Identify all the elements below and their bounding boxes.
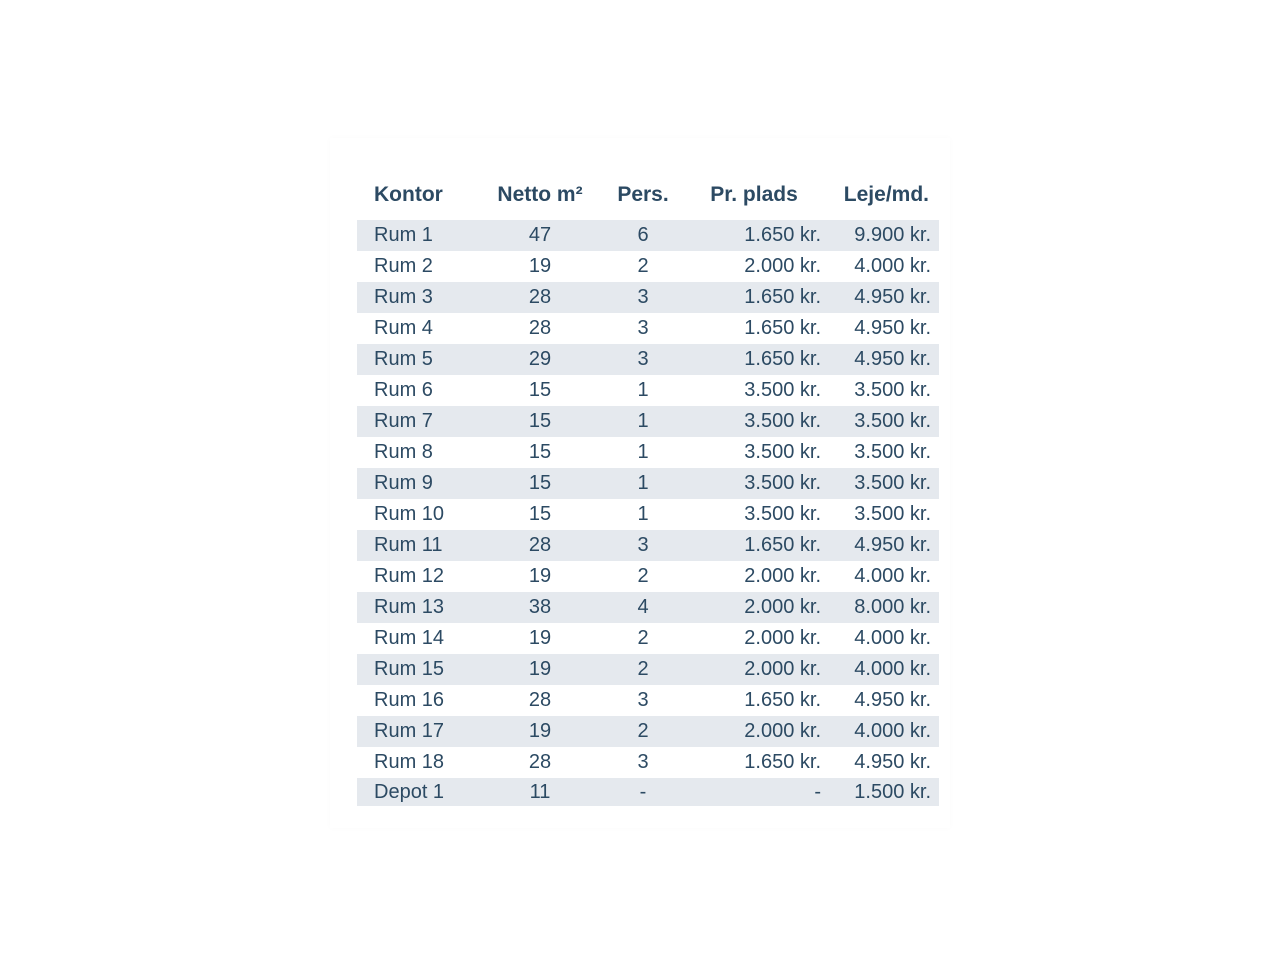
cell-netto-m2: 15 xyxy=(528,379,552,401)
cell-pers: 3 xyxy=(637,751,649,773)
cell-pers: 2 xyxy=(637,565,649,587)
table-row xyxy=(357,468,939,499)
cell-leje-md: 1.500 kr. xyxy=(827,778,939,806)
cell-netto-m2: 11 xyxy=(475,778,605,806)
table-row xyxy=(357,344,939,375)
cell-pr-plads: 2.000 kr. xyxy=(744,627,821,649)
cell-kontor: Rum 14 xyxy=(374,627,445,649)
cell-pr-plads: 1.650 kr. xyxy=(681,530,827,561)
cell-leje-md: 4.000 kr. xyxy=(827,654,939,685)
cell-pr-plads: 1.650 kr. xyxy=(744,751,821,773)
cell-pers: 3 xyxy=(637,689,649,711)
cell-netto-m2: 19 xyxy=(528,627,552,649)
cell-pr-plads: 3.500 kr. xyxy=(744,503,821,525)
cell-leje-md: 9.900 kr. xyxy=(827,220,939,251)
cell-pers: - xyxy=(605,778,681,806)
cell-pr-plads: 1.650 kr. xyxy=(681,282,827,313)
cell-kontor: Rum 3 xyxy=(357,282,475,313)
cell-netto-m2: 19 xyxy=(528,255,552,277)
cell-pr-plads: 3.500 kr. xyxy=(744,441,821,463)
cell-netto-m2: 15 xyxy=(475,468,605,499)
cell-kontor: Rum 17 xyxy=(357,716,475,747)
cell-netto-m2: 28 xyxy=(475,282,605,313)
table-row xyxy=(357,499,939,530)
table-row xyxy=(357,220,939,251)
cell-kontor: Rum 15 xyxy=(357,654,475,685)
cell-pers: 4 xyxy=(605,592,681,623)
cell-pr-plads: 3.500 kr. xyxy=(744,379,821,401)
cell-pr-plads: 1.650 kr. xyxy=(744,689,821,711)
cell-kontor: Rum 7 xyxy=(357,406,475,437)
cell-kontor: Rum 8 xyxy=(374,441,433,463)
cell-netto-m2: 28 xyxy=(528,317,552,339)
table-row xyxy=(357,685,939,716)
cell-leje-md: 4.950 kr. xyxy=(854,751,931,773)
table-row xyxy=(357,251,939,282)
cell-kontor: Rum 5 xyxy=(357,344,475,375)
table-body xyxy=(357,220,939,806)
cell-pers: 3 xyxy=(605,282,681,313)
cell-pr-plads: 2.000 kr. xyxy=(681,716,827,747)
table-row xyxy=(357,623,939,654)
cell-pers: 3 xyxy=(605,530,681,561)
cell-netto-m2: 15 xyxy=(528,503,552,525)
table-row xyxy=(357,313,939,344)
cell-leje-md: 4.950 kr. xyxy=(827,282,939,313)
table-row xyxy=(357,282,939,313)
cell-pers: 3 xyxy=(637,317,649,339)
cell-pers: 1 xyxy=(605,468,681,499)
cell-pers: 2 xyxy=(637,255,649,277)
cell-netto-m2: 15 xyxy=(475,406,605,437)
cell-netto-m2: 28 xyxy=(528,751,552,773)
cell-kontor: Rum 9 xyxy=(357,468,475,499)
cell-leje-md: 4.950 kr. xyxy=(827,530,939,561)
cell-kontor: Rum 2 xyxy=(374,255,433,277)
cell-pers: 6 xyxy=(605,220,681,251)
table-row xyxy=(357,778,939,806)
cell-pr-plads: 1.650 kr. xyxy=(681,220,827,251)
cell-pers: 2 xyxy=(637,627,649,649)
table-row xyxy=(357,375,939,406)
cell-leje-md: 4.950 kr. xyxy=(854,689,931,711)
cell-leje-md: 4.000 kr. xyxy=(854,255,931,277)
cell-leje-md: 4.000 kr. xyxy=(854,627,931,649)
cell-netto-m2: 19 xyxy=(475,654,605,685)
cell-pers: 1 xyxy=(637,379,649,401)
cell-leje-md: 3.500 kr. xyxy=(854,379,931,401)
header-kontor: Kontor xyxy=(374,183,443,206)
cell-netto-m2: 29 xyxy=(475,344,605,375)
cell-kontor: Rum 10 xyxy=(374,503,445,525)
cell-netto-m2: 28 xyxy=(475,530,605,561)
cell-netto-m2: 15 xyxy=(528,441,552,463)
header-leje-md: Leje/md. xyxy=(843,183,929,206)
header-pers: Pers. xyxy=(617,183,669,206)
header-netto-m2: Netto m² xyxy=(497,183,583,206)
cell-leje-md: 4.950 kr. xyxy=(854,317,931,339)
table-header xyxy=(357,176,939,220)
cell-pr-plads: 2.000 kr. xyxy=(744,565,821,587)
cell-pers: 2 xyxy=(605,716,681,747)
cell-kontor: Rum 13 xyxy=(357,592,475,623)
cell-kontor: Rum 16 xyxy=(374,689,445,711)
table-row xyxy=(357,654,939,685)
cell-leje-md: 4.000 kr. xyxy=(854,565,931,587)
cell-pr-plads: 1.650 kr. xyxy=(744,317,821,339)
cell-pr-plads: - xyxy=(681,778,827,806)
cell-leje-md: 4.950 kr. xyxy=(827,344,939,375)
table-row xyxy=(357,437,939,468)
cell-kontor: Rum 4 xyxy=(374,317,433,339)
cell-leje-md: 3.500 kr. xyxy=(854,441,931,463)
cell-pr-plads: 1.650 kr. xyxy=(681,344,827,375)
cell-leje-md: 4.000 kr. xyxy=(827,716,939,747)
cell-pr-plads: 2.000 kr. xyxy=(681,654,827,685)
cell-pr-plads: 3.500 kr. xyxy=(681,406,827,437)
cell-netto-m2: 19 xyxy=(475,716,605,747)
table-row xyxy=(357,561,939,592)
cell-kontor: Depot 1 xyxy=(357,778,475,806)
cell-kontor: Rum 1 xyxy=(357,220,475,251)
cell-netto-m2: 28 xyxy=(528,689,552,711)
cell-pr-plads: 2.000 kr. xyxy=(681,592,827,623)
header-pr-plads: Pr. plads xyxy=(710,183,798,206)
cell-leje-md: 8.000 kr. xyxy=(827,592,939,623)
table-row xyxy=(357,592,939,623)
cell-pers: 1 xyxy=(605,406,681,437)
cell-pr-plads: 3.500 kr. xyxy=(681,468,827,499)
cell-kontor: Rum 12 xyxy=(374,565,445,587)
table-row xyxy=(357,716,939,747)
cell-pers: 3 xyxy=(605,344,681,375)
header-row xyxy=(357,176,939,220)
cell-netto-m2: 38 xyxy=(475,592,605,623)
cell-kontor: Rum 11 xyxy=(357,530,475,561)
cell-netto-m2: 47 xyxy=(475,220,605,251)
cell-pers: 2 xyxy=(605,654,681,685)
table-row xyxy=(357,406,939,437)
cell-kontor: Rum 18 xyxy=(374,751,445,773)
table-row xyxy=(357,530,939,561)
cell-pers: 1 xyxy=(637,441,649,463)
cell-pr-plads: 2.000 kr. xyxy=(744,255,821,277)
office-rent-table xyxy=(357,176,939,806)
cell-leje-md: 3.500 kr. xyxy=(827,468,939,499)
cell-leje-md: 3.500 kr. xyxy=(854,503,931,525)
cell-netto-m2: 19 xyxy=(528,565,552,587)
cell-leje-md: 3.500 kr. xyxy=(827,406,939,437)
cell-kontor: Rum 6 xyxy=(374,379,433,401)
cell-pers: 1 xyxy=(637,503,649,525)
table-row xyxy=(357,747,939,778)
